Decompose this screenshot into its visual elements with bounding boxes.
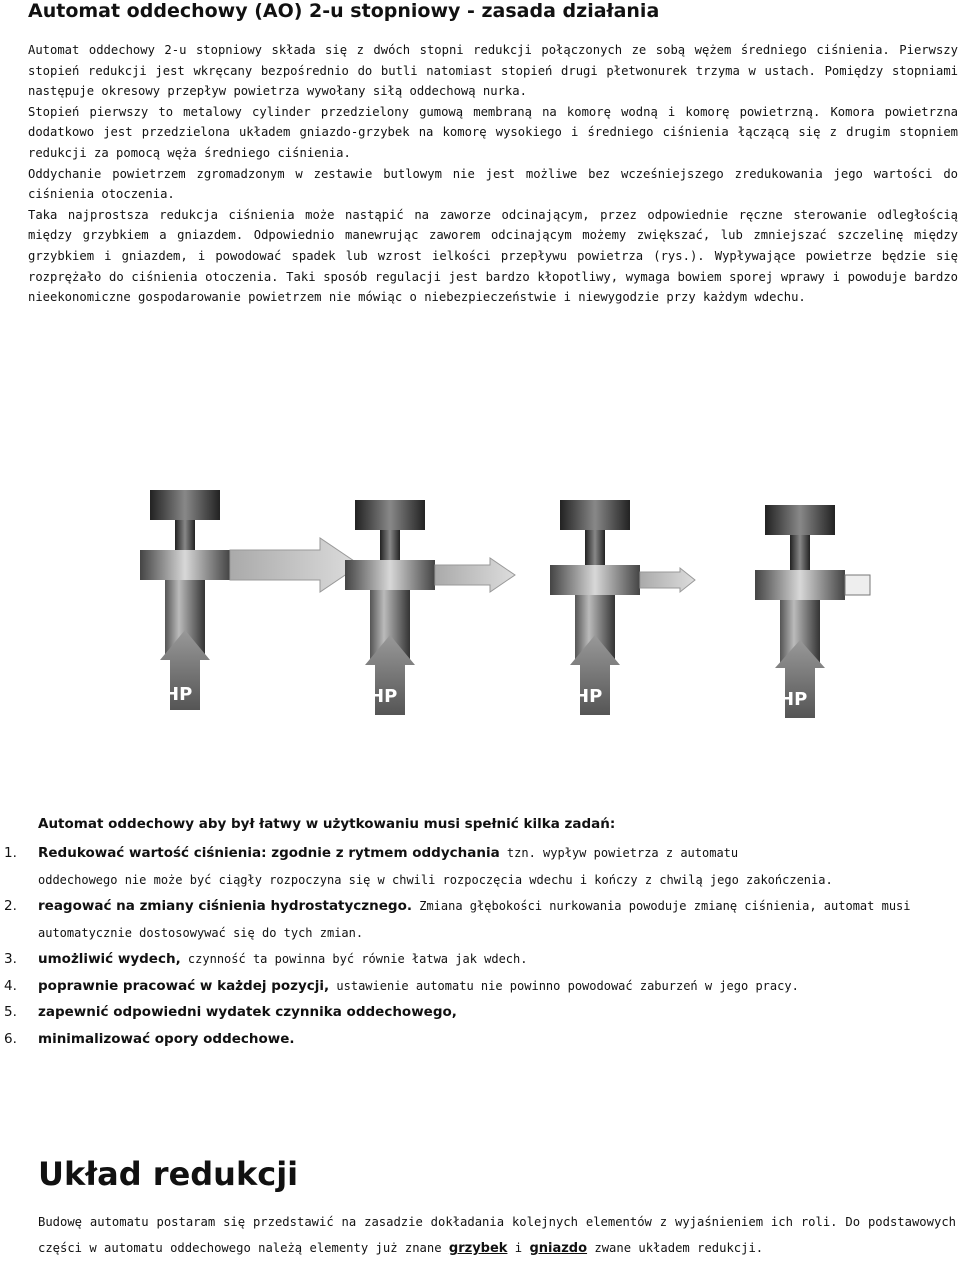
- task-continuation: oddechowego nie może być ciągły rozpoczyna się w chwili rozpoczęcia wdechu i kończy z chwilą jego zakończenia.: [38, 872, 833, 887]
- tasks-list: [0, 840, 960, 1052]
- valve-3: [550, 500, 695, 715]
- section-title: Układ redukcji: [38, 1155, 299, 1193]
- tasks-heading: Automat oddechowy aby był łatwy w użytkowaniu musi spełnić kilka zadań:: [38, 816, 616, 832]
- link-grzybek[interactable]: grzybek: [448, 1241, 508, 1256]
- list-item: [0, 840, 960, 893]
- valve-1: [140, 490, 360, 710]
- list-item: [0, 946, 960, 973]
- hp-label: HP: [369, 686, 398, 707]
- paragraph: Oddychanie powietrzem zgromadzonym w zestawie butlowym nie jest możliwe bez wcześniejszego zredukowania jego wartości do ciśnienia otoczenia.: [28, 166, 958, 202]
- task-text: ustawienie automatu nie powinno powodować zaburzeń w jego pracy.: [329, 978, 799, 993]
- list-number: 6.: [4, 1030, 17, 1047]
- valve-4: [755, 505, 870, 718]
- hp-label: HP: [164, 684, 193, 705]
- task-bold: reagować na zmiany ciśnienia hydrostatycznego.: [38, 898, 412, 914]
- page-title: Automat oddechowy (AO) 2-u stopniowy - zasada działania: [28, 0, 660, 22]
- list-item: [0, 893, 960, 946]
- task-bold: zapewnić odpowiedni wydatek czynnika oddechowego,: [38, 1004, 457, 1020]
- valve-diagram: [120, 480, 880, 720]
- task-bold: minimalizować opory oddechowe.: [38, 1030, 295, 1047]
- task-continuation: automatycznie dostosowywać się do tych zmian.: [38, 925, 364, 940]
- list-item: [0, 973, 960, 1000]
- hp-label: HP: [574, 686, 603, 707]
- task-bold: umożliwić wydech,: [38, 951, 181, 967]
- valve-2: [345, 500, 515, 715]
- list-item: [0, 999, 960, 1026]
- task-text: czynność ta powinna być równie łatwa jak wdech.: [180, 952, 528, 966]
- intro-text: i: [507, 1241, 530, 1255]
- intro-paragraph: [38, 1209, 956, 1262]
- hp-label: HP: [779, 689, 808, 710]
- list-number: 4.: [4, 977, 17, 994]
- paragraph: Taka najprostsza redukcja ciśnienia może nastąpić na zaworze odcinającym, przez odpowiednie ręczne sterowanie odległością między grzybkiem a gniazdem. Odpowiednio manewrując zaworem odcinającym możemy zwiększać, lub zmniejszać szczelinę między grzybkiem i gniazdem, i powodować spadek lub wzrost ielkości przepływu powietrza (rys.). Wypływające powietrze będzie się rozprężało do ciśnienia otoczenia. Taki sposób regulacji jest bardzo kłopotliwy, wymaga bowiem sporej wprawy i powoduje bardzo nieekonomiczne gospodarowanie powietrzem nie mówiąc o niebezpieczeństwie i niewygodzie przy każdym wdechu.: [28, 207, 958, 305]
- task-bold: poprawnie pracować w każdej pozycji,: [38, 977, 330, 994]
- task-text: Zmiana głębokości nurkowania powoduje zmianę ciśnienia, automat musi: [412, 899, 911, 913]
- list-number: 2.: [4, 898, 17, 914]
- list-number: 5.: [4, 1004, 17, 1020]
- list-item: [0, 1026, 960, 1053]
- intro-text: zwane układem redukcji.: [587, 1241, 764, 1255]
- link-gniazdo[interactable]: gniazdo: [529, 1241, 588, 1256]
- list-number: 1.: [4, 845, 17, 861]
- list-number: 3.: [4, 951, 17, 967]
- paragraph: Stopień pierwszy to metalowy cylinder przedzielony gumową membraną na komorę wodną i komorę powietrzną. Komora powietrzna dodatkowo jest przedzielona układem gniazdo-grzybek na komorę wysokiego i średniego ciśnienia łączącą się z drugim stopniem redukcji za pomocą węża średniego ciśnienia.: [28, 104, 958, 160]
- intro-text: Budowę automatu postaram się przedstawić na zasadzie dokładania kolejnych elementów z wyjaśnieniem ich roli. Do podstawowych części w automatu oddechowego należą elementy już znane: [38, 1215, 956, 1255]
- paragraph: Automat oddechowy 2-u stopniowy składa się z dwóch stopni redukcji połączonych ze sobą wężem średniego ciśnienia. Pierwszy stopień redukcji jest wkręcany bezpośrednio do butli natomiast stopień drugi płetwonurek trzyma w ustach. Pomiędzy stopniami następuje okresowy przepływ powietrza wywołany siłą oddechową nurka.: [28, 43, 958, 99]
- task-bold: Redukować wartość ciśnienia: zgodnie z rytmem oddychania: [38, 845, 500, 861]
- task-text: tzn. wypływ powietrza z automatu: [499, 846, 739, 860]
- body-text: [28, 40, 958, 308]
